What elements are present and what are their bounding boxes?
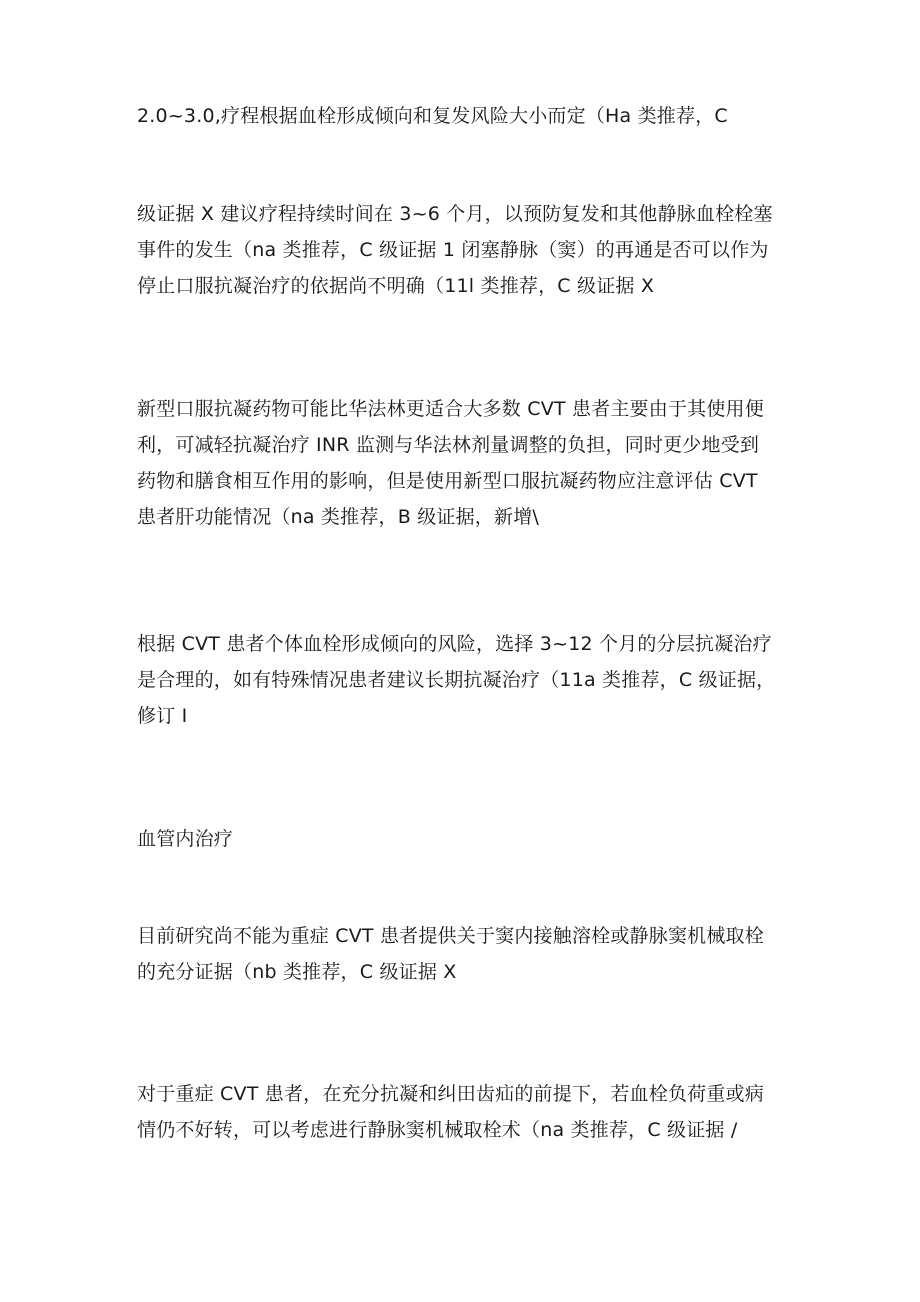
paragraph-dosing	[137, 98, 817, 134]
text-line: 目前研究尚不能为重症 CVT 患者提供关于窦内接触溶栓或静脉窦机械取栓	[137, 925, 764, 947]
text-line: 情仍不好转，可以考虑进行静脉窦机械取栓术（na 类推荐，C 级证据 /	[137, 1119, 738, 1141]
text-line: 的充分证据（nb 类推荐，C 级证据 X	[137, 961, 457, 983]
text-line: 药物和膳食相互作用的影响，但是使用新型口服抗凝药物应注意评估 CVT	[137, 470, 758, 492]
text-line: 利，可减轻抗凝治疗 INR 监测与华法林剂量调整的负担，同时更少地受到	[137, 434, 760, 456]
text-line: 是合理的，如有特殊情况患者建议长期抗凝治疗（11a 类推荐，C 级证据，	[137, 669, 776, 691]
section-heading-endovascular	[137, 821, 817, 857]
text-line: 根据 CVT 患者个体血栓形成倾向的风险，选择 3~12 个月的分层抗凝治疗	[137, 633, 772, 655]
text-line: 患者肝功能情况（na 类推荐，B 级证据，新增\	[137, 506, 540, 528]
text-line: 2.0~3.0,疗程根据血栓形成倾向和复发风险大小而定（Ha 类推荐，C	[137, 105, 728, 127]
section-heading: 血管内治疗	[137, 828, 234, 850]
paragraph-stratified-anticoagulation	[137, 626, 817, 734]
paragraph-thrombolysis-evidence	[137, 918, 817, 990]
paragraph-new-oral-anticoagulants	[137, 391, 817, 535]
text-line: 修订 I	[137, 705, 188, 727]
text-line: 级证据 X 建议疗程持续时间在 3~6 个月，以预防复发和其他静脉血栓栓塞	[137, 203, 773, 225]
paragraph-duration	[137, 196, 817, 304]
text-line: 对于重症 CVT 患者，在充分抗凝和纠田齿疝的前提下，若血栓负荷重或病	[137, 1083, 764, 1105]
text-line: 事件的发生（na 类推荐，C 级证据 1 闭塞静脉（窦）的再通是否可以作为	[137, 239, 769, 261]
paragraph-mechanical-thrombectomy	[137, 1076, 817, 1148]
text-line: 新型口服抗凝药物可能比华法林更适合大多数 CVT 患者主要由于其使用便	[137, 398, 764, 420]
text-line: 停止口服抗凝治疗的依据尚不明确（11l 类推荐，C 级证据 X	[137, 275, 655, 297]
